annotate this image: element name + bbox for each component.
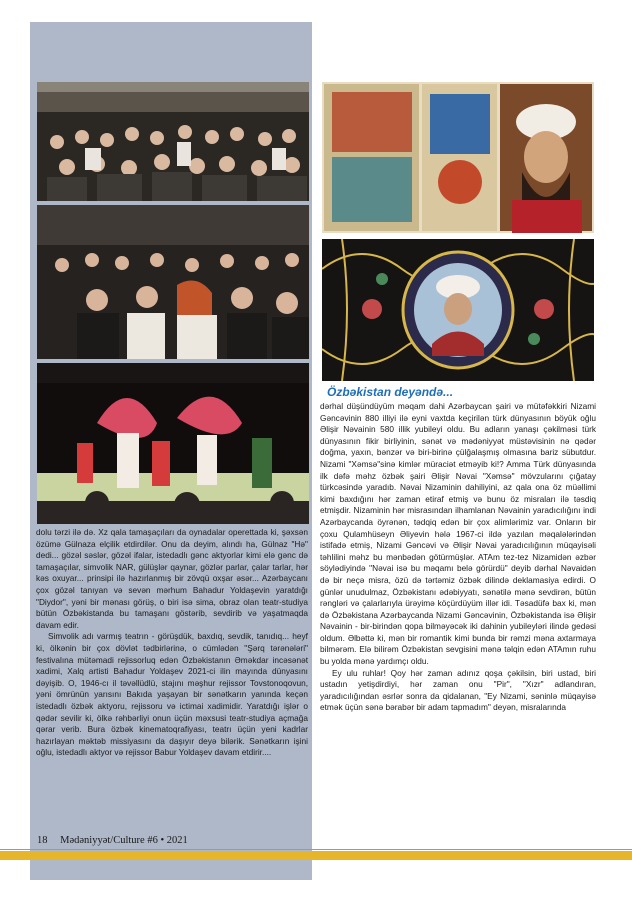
left-paragraph-2: Simvolik adı varmış teatrın - görüşdük, baxdıq, sevdik, tanıdıq... heyf ki, ölkənin bir çox dövlət tədbirlərinə, o cümlədən "Şərq tərənələri" festivalına mütəmadi rejissorluq edən Özbəkistanın Əməkdar incəsənət xadimi, Xalq artisti Bahadur Yoldaşev 2021-ci ilin mayında dünyasını dəyişib. O, 1946-cı il təvəllüdlü, stajını məşhur rejissor Tovstonoqovun, yəni ömrünün yarısını Bakıda yaşayan bir sənətkarın yanında keçən istedadlı özbək aktyoru, rejissoru və ictimai xadimidir. Yaratdığı işlər o qədər sevilir ki, ölkə rəhbərliyi onun üçün məxsusi teatr-studiya açmağa qərar verib. Bura özbək kinematoqrafiyası, teatrı üçün yeni kadrlar hazırlayan məktəb missiyasını da daşıyır deyə bilərik. Sənətkarın işini oğlu, istedadlı aktyor və rejissor Babur Yoldaşev davam etdirir.... [36, 631, 308, 758]
page-number: 18 [37, 835, 48, 846]
footer-rule [0, 849, 632, 850]
left-paragraph-1: dolu tərzi ilə də. Xz qala tamaşaçıları da oynadalar operettada ki, şəxsən özümə Gülnaza elçilik etdirdilər. Onu da deyim, alındı ha, Gülnaz "Hə" dedi... gözəl səslər, gözəl ifalar, istedadlı gənc aktyorlar kimi elə gənc də tamaşaçılar, simvolik NAR, gülüşlər qaynar, gözlər parlar, çalar tarlar, hər kəs oxuyar... prinsipi ilə hazırlanmış bir zövqü oxşar əsər... Azərbaycanı çox gözəl tanıyan və sevən mərhum Bahadur Yoldaşevin yaratdığı "Diydor", yəni bir mənası görüş, o biri isə sima, obraz olan teatr-studiya bütün Özbəkistanda bu tamaşanı göstərib, sevdirib və yaşatmaqda davam edir. [36, 527, 308, 630]
theatre-audience-photo [37, 82, 309, 201]
page-footer [37, 835, 188, 846]
carpet-portrait-of-navai [322, 239, 594, 381]
stage-performance-photo [37, 363, 309, 524]
footer-gold-bar [0, 851, 632, 860]
right-column-text [320, 401, 596, 714]
audience-closeup-photo [37, 205, 309, 359]
section-heading: Özbəkistan deyəndə... [327, 385, 454, 399]
right-paragraph-1: dərhal düşündüyüm məqam dahi Azərbaycan şairi və mütəfəkkiri Nizami Gəncəvinin 880 illiyi ilə eyni vaxtda keçirilən türk dünyasının böyük oğlu Əlişir Nəvainin 580 illik yubileyi oldu. Bu adların yanaşı çəkilməsi türk dünyasının fikir birliyinin, sənət və mədəniyyət müstəvisinin nə qədər doğma, yaxın, bənzər və biri-birinə çülğalaşmış olmasına bariz sübutdur. Nizami "Xəmsə"sinə kimlər müraciət etməyib ki!? Amma Türk dünyasında ilk dəfə məhz özbək şairi Əlişir Nəvai "Xəmsə" mövzularını çığatay türkcəsində yaradıb. Nəvai Nizaminin dahiliyini, az qala ona öz müəllimi kimi baxdığını hər zaman etiraf etmiş və bunu öz misraları ilə təsdiq etmişdir. Nizaminin hər misrasından ilhamlanan Nəvainin yaradıcılığını indi Azərbaycanda öyrənən, tədqiq edən bir çox alimlərimiz var. Onların bir çoxu Qulamhüseyn Əliyevin hələ 1967-ci ildə yazılan məqalələrindən istifadə etmiş, Nizami Gəncəvi və Əlişir Nəvai yaradıcılığının müqayisəli təhlilini məhz bu mənbədən götürmüşlər. ATAm tez-tez Nizamidən əzbər söylədiyində "Nəvai isə bu məqamı belə görürdü" deyib dərhal Nəvaidən də bir neçə misra, özü də tərtəmiz özbək dilində deklamasiya edirdi. O günlər unudulmaz, Özbəkistanı ədəbiyyatı, sənətilə mənə sevdirən, bütün rəngləri və çalarlarıyla ürəyimə köçürdüyüm illər idi. Təsadüfə bax ki, mən də Özbəkistana Azərbaycanda Nizami Gəncəvinin, Özbəkistanda isə Əlişir Nəvainin - bir-birindən qopa bilməyəcək iki dahinin yubileyləri ilində gedəsi oldum. Əlbəttə ki, mən bir romantik kimi bunda bir rəmzi məna axtarmaya bilmərəm. Elə bilirəm Özbəkistan sevgisini mənə təlqin edən ATAmın ruhu bu yolda mənə yardımçı oldu. [320, 401, 596, 667]
publication-name: Mədəniyyət/Culture #6 • 2021 [60, 835, 188, 846]
right-paragraph-2: Ey ulu ruhlar! Qoy hər zaman adınız qoşa çəkilsin, biri ustad, biri ustadın yetişdirdiyi, hər zaman onu "Pir", "Xızr" adlandıran, yaradıcılığından əsrlər sonra da qidalanan, "Ey Nizami, səninlə müqayisə etmək üçün sənə bərabər bir adam tapmadım" deyən, misralarında [320, 667, 596, 713]
miniature-paintings-and-portrait [322, 82, 594, 233]
left-column-text [36, 527, 308, 759]
